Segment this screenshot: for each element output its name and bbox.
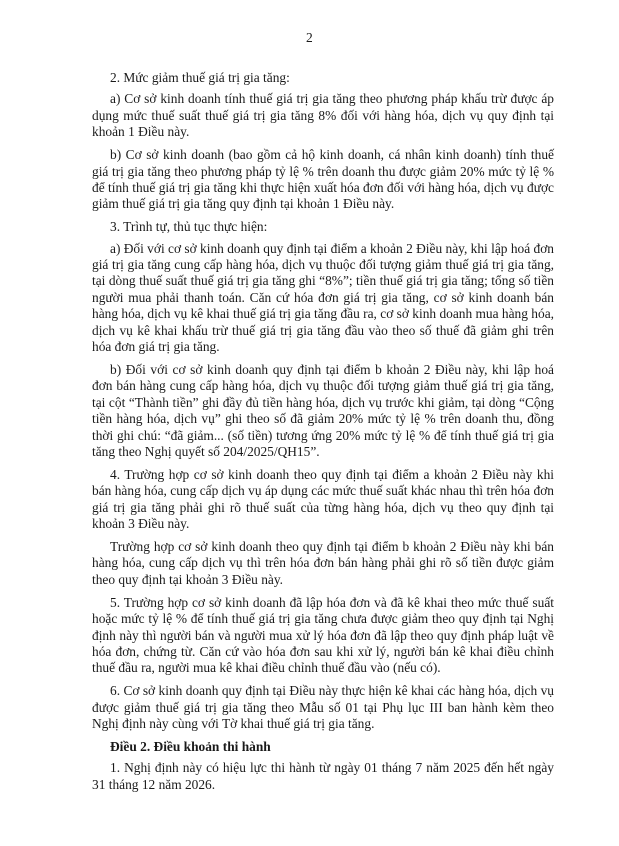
paragraph-6: 6. Cơ sở kinh doanh quy định tại Điều này thực hiện kê khai các hàng hóa, dịch vụ được giảm thuế giá trị gia tăng theo Mẫu số 01 tại Phụ lục III ban hành kèm theo Nghị định này cùng với Tờ khai thuế giá trị gia tăng. [92,683,554,732]
section-2-heading: 2. Mức giảm thuế giá trị gia tăng: [110,70,290,85]
paragraph-4-cont: Trường hợp cơ sở kinh doanh theo quy định tại điểm b khoản 2 Điều này khi bán hàng hóa, cung cấp dịch vụ thì trên hóa đơn bán hàng phải ghi rõ số tiền được giảm theo quy định tại khoản 3 Điều này. [92,539,554,587]
paragraph-2b: b) Cơ sở kinh doanh (bao gồm cả hộ kinh doanh, cá nhân kinh doanh) tính thuế giá trị gia tăng theo phương pháp tỷ lệ % trên doanh thu được giảm 20% mức tỷ lệ % để tính thuế giá trị gia tăng khi thực hiện xuất hóa đơn đối với hàng hóa, dịch vụ được giảm thuế giá trị gia tăng quy định tại khoản 1 Điều này. [92,147,554,212]
page-number: 2 [305,30,314,45]
paragraph-5: 5. Trường hợp cơ sở kinh doanh đã lập hóa đơn và đã kê khai theo mức thuế suất hoặc mức tỷ lệ % để tính thuế giá trị gia tăng chưa được giảm theo quy định tại Nghị định này thì người bán và người mua xử lý hóa đơn đã lập theo quy định pháp luật về hóa đơn, chứng từ. Căn cứ vào hóa đơn sau khi xử lý, người bán kê khai điều chỉnh thuế đầu ra, người mua kê khai điều chỉnh thuế đầu vào (nếu có). [92,594,554,676]
paragraph-4: 4. Trường hợp cơ sở kinh doanh theo quy định tại điểm a khoản 2 Điều này khi bán hàng hóa, cung cấp dịch vụ áp dụng các mức thuế suất khác nhau thì trên hóa đơn giá trị gia tăng phải ghi rõ thuế suất của từng hàng hóa, dịch vụ theo quy định tại khoản 3 Điều này. [92,466,554,532]
document-body [92,70,554,800]
paragraph-2a: a) Cơ sở kinh doanh tính thuế giá trị gia tăng theo phương pháp khấu trừ được áp dụng mức thuế suất thuế giá trị gia tăng 8% đối với hàng hóa, dịch vụ quy định tại khoản 1 Điều này. [92,91,554,140]
paragraph-3a: a) Đối với cơ sở kinh doanh quy định tại điểm a khoản 2 Điều này, khi lập hoá đơn giá trị gia tăng cung cấp hàng hóa, dịch vụ thuộc đối tượng giảm thuế giá trị gia tăng, tại dòng thuế suất thuế giá trị gia tăng ghi “8%”; tiền thuế giá trị gia tăng; tổng số tiền người mua phải thanh toán. Căn cứ hóa đơn giá trị gia tăng, cơ sở kinh doanh bán hàng hóa, dịch vụ kê khai thuế giá trị gia tăng đầu ra, cơ sở kinh doanh mua hàng hóa, dịch vụ kê khai khấu trừ thuế giá trị gia tăng đầu vào theo số thuế đã giảm ghi trên hóa đơn giá trị gia tăng. [92,240,554,355]
article-2-paragraph-1: 1. Nghị định này có hiệu lực thi hành từ ngày 01 tháng 7 năm 2025 đến hết ngày 31 tháng 12 năm 2026. [92,760,554,792]
paragraph-3b: b) Đối với cơ sở kinh doanh quy định tại điểm b khoản 2 Điều này, khi lập hoá đơn bán hàng cung cấp hàng hóa, dịch vụ thuộc đối tượng giảm thuế giá trị gia tăng, tại cột “Thành tiền” ghi đầy đủ tiền hàng hóa, dịch vụ trước khi giảm, tại dòng “Cộng tiền hàng hóa, dịch vụ” ghi theo số đã giảm 20% mức tỷ lệ % trên doanh thu, đồng thời ghi chú: “đã giảm... (số tiền) tương ứng 20% mức tỷ lệ % để tính thuế giá trị gia tăng theo Nghị quyết số 204/2025/QH15”. [92,362,554,460]
section-3-heading: 3. Trình tự, thủ tục thực hiện: [110,219,268,235]
article-2-heading: Điều 2. Điều khoản thi hành [110,739,271,755]
